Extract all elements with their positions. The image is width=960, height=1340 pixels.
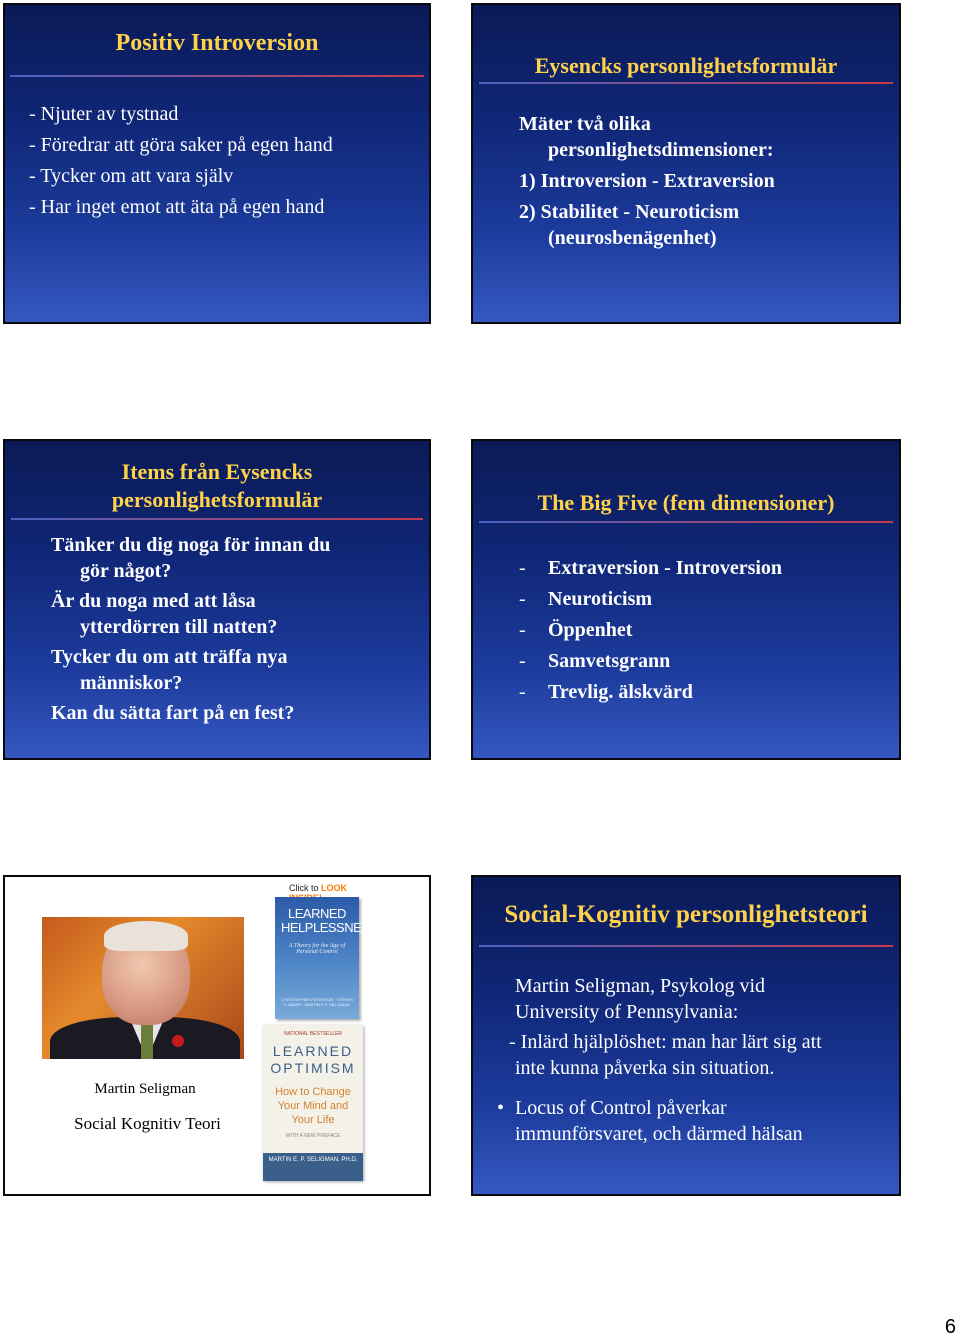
list-item: - Njuter av tystnad: [29, 103, 179, 125]
text-line: personlighetsdimensioner:: [548, 139, 774, 161]
list-item-label: Neuroticism: [548, 588, 653, 610]
dash-marker: -: [519, 588, 526, 610]
slide-items-eysencks: [3, 439, 431, 760]
dash-marker: -: [519, 681, 526, 703]
intro-paragraph: [515, 973, 765, 1025]
page-number: 6: [944, 1316, 956, 1338]
list-item: - Har inget emot att äta på egen hand: [29, 196, 325, 218]
helplessness-paragraph: [509, 1029, 822, 1081]
text-line: 2) Stabilitet - Neuroticism: [519, 201, 740, 223]
question-item: Kan du sätta fart på en fest?: [51, 702, 295, 724]
photo-poppy: [172, 1035, 184, 1047]
title-divider: [11, 518, 423, 520]
dash-marker: -: [519, 557, 526, 579]
list-item: 1) Introversion - Extraversion: [519, 170, 775, 192]
author-band: [263, 1153, 363, 1181]
list-item: [519, 584, 782, 615]
book-title-line: LEARNED: [272, 1043, 354, 1059]
book-preface-note: WITH A NEW PREFACE: [285, 1133, 341, 1139]
book-subtitle-line: Your Mind and: [277, 1100, 349, 1112]
list-item: [519, 615, 782, 646]
photo-hair: [104, 921, 188, 951]
text-line: Martin Seligman, Psykolog vid: [515, 975, 765, 997]
slide-body: [51, 532, 330, 730]
book-subtitle-line: Your Life: [291, 1114, 335, 1126]
slide-eysencks-formular: [471, 3, 901, 324]
title-divider: [479, 521, 893, 523]
text-line: - Inlärd hjälplöshet: man har lärt sig att: [509, 1031, 822, 1053]
bullet-marker: •: [497, 1097, 505, 1119]
text-line: (neurosbenägenhet): [548, 227, 717, 249]
book-title-line: OPTIMISM: [270, 1060, 356, 1076]
dash-marker: -: [519, 619, 526, 641]
book-author: MARTIN E. P. SELIGMAN, PH.D.: [268, 1157, 358, 1163]
book-learned-optimism: [263, 1025, 363, 1181]
slide-body: [519, 553, 782, 708]
theory-caption: Social Kognitiv Teori: [74, 1114, 221, 1133]
slide-title: Social-Kognitiv personlighetsteori: [504, 901, 868, 928]
slide-title: [5, 458, 429, 514]
book-subtitle: A Theory for the Age of Personal Control: [288, 943, 346, 955]
slide-body: [519, 111, 775, 251]
list-item: [519, 199, 775, 251]
text-line: Tycker du om att träffa nya: [51, 646, 288, 668]
slide-social-kognitiv: [471, 875, 901, 1196]
locus-paragraph: [497, 1095, 803, 1147]
text-line: University of Pennsylvania:: [515, 1001, 739, 1023]
title-line: Items från Eysencks: [121, 459, 313, 484]
slide-positiv-introversion: [3, 3, 431, 324]
list-item: [519, 553, 782, 584]
book-title: [281, 906, 378, 935]
text-line: gör något?: [80, 560, 172, 582]
book-authors: CHRISTOPHER PETERSON · STEVEN F. MAIER · MARTIN E.P. SELIGMAN: [281, 997, 353, 1007]
list-item: - Föredrar att göra saker på egen hand: [29, 134, 333, 156]
list-item-label: Extraversion - Introversion: [548, 557, 783, 579]
slide-seligman-images: [3, 875, 431, 1196]
banner-look-inside: LOOK: [321, 883, 348, 893]
slide-title: Eysencks personlighetsformulär: [534, 53, 838, 78]
title-line: personlighetsformulär: [111, 487, 323, 512]
list-item: [519, 111, 775, 163]
question-item: [51, 588, 330, 640]
bestseller-banner: NATIONAL BESTSELLER: [283, 1031, 343, 1037]
text-line: Är du noga med att låsa: [51, 590, 256, 612]
list-item: [519, 646, 782, 677]
banner-prefix: Click to: [289, 883, 319, 893]
dash-marker: -: [519, 650, 526, 672]
question-item: [51, 532, 330, 584]
text-line: ytterdörren till natten?: [80, 616, 278, 638]
book-cover: [275, 897, 378, 1019]
text-line: immunförsvaret, och därmed hälsan: [515, 1123, 803, 1145]
list-item: [519, 677, 782, 708]
text-line: Locus of Control påverkar: [515, 1097, 727, 1119]
book-learned-helplessness: [275, 883, 378, 1017]
slide-title: The Big Five (fem dimensioner): [537, 490, 835, 515]
title-divider: [10, 75, 424, 77]
list-item-label: Öppenhet: [548, 619, 633, 641]
slide-title: Positiv Introversion: [115, 30, 319, 56]
text-line: inte kunna påverka sin situation.: [515, 1057, 775, 1079]
text-line: Mäter två olika: [519, 113, 651, 135]
book-subtitle: [263, 1085, 363, 1127]
photo-caption: Martin Seligman: [94, 1081, 196, 1097]
book-title: [263, 1043, 363, 1077]
look-inside-banner: [289, 883, 367, 895]
book-title-line: LEARNED: [288, 906, 346, 921]
slide-body: [29, 99, 333, 223]
slide-big-five: [471, 439, 901, 760]
title-divider: [479, 945, 893, 947]
photo-tie: [141, 1025, 153, 1059]
title-divider: [479, 82, 893, 84]
text-line: Tänker du dig noga för innan du: [51, 534, 331, 556]
list-item: - Tycker om att vara själv: [29, 165, 234, 187]
list-item-label: Samvetsgrann: [548, 650, 671, 672]
book-title-line: HELPLESSNESS: [281, 920, 378, 935]
seligman-photo: [42, 917, 244, 1059]
book-subtitle-line: How to Change: [275, 1086, 351, 1098]
list-item-label: Trevlig. älskvärd: [548, 681, 693, 703]
text-line: människor?: [80, 672, 183, 694]
question-item: [51, 644, 330, 696]
